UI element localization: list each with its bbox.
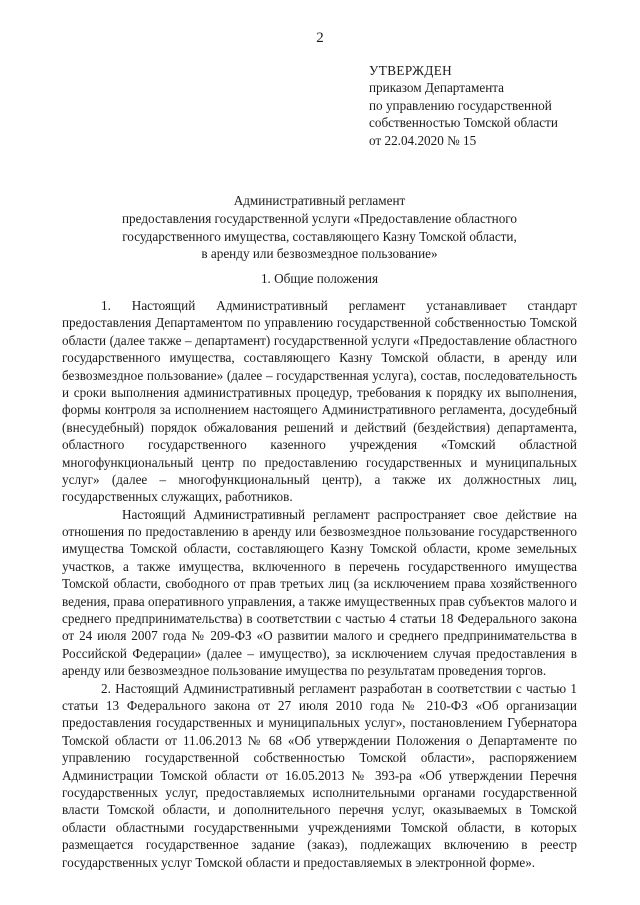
paragraph-line: участков, а также имущества, включенного в перечень государственного имущества [62, 558, 577, 574]
paragraph-line: государственного имущества, составляющего Казну Томской области, в аренду или [62, 350, 577, 366]
title-line: предоставления государственной услуги «Предоставление областного [122, 210, 517, 226]
approval-stamp [369, 62, 558, 149]
approval-line: приказом Департамента [369, 80, 505, 96]
paragraph-line: предоставления государственных и муниципальных услуг», постановлением Губернатора [62, 715, 577, 731]
paragraph-line: 2. Настоящий Административный регламент разработан в соответствии с частью 1 [101, 680, 577, 696]
paragraph-line: власти Томской области, и дополнительного перечня услуг, оказываемых в Томской [62, 802, 577, 818]
document-title [62, 192, 577, 263]
paragraph-line: областного государственного казенного учреждения «Томский областной [62, 437, 577, 453]
paragraph-line: (внесудебный) порядок обжалования решений и действий (бездействия) департамента, [62, 419, 577, 435]
approval-heading: УТВЕРЖДЕН [369, 63, 453, 78]
approval-date: от 22.04.2020 № 15 [369, 132, 477, 148]
title-line: Административный регламент [233, 193, 406, 208]
paragraph-line: многофункциональный центр по предоставлению государственных и муниципальных [62, 454, 577, 470]
paragraph-line: управлению государственной собственностью Томской области», распоряжением [62, 750, 577, 766]
paragraph-line: Российской Федерации» (далее – имущество), за исключением случая предоставления в [62, 645, 577, 661]
title-line: в аренду или безвозмездное пользование» [201, 246, 438, 262]
paragraph-line: размещается государственное задание (заказ), подлежащих включению в реестр [62, 837, 577, 853]
page-number: 2 [316, 30, 324, 46]
paragraph-line: Администрации Томской области от 16.05.2013 № 393-ра «Об утверждении Перечня [62, 767, 577, 783]
paragraph-line: безвозмездное пользование» (далее – государственная услуга), состав, последовательность [62, 367, 577, 383]
paragraph-line: отношения по предоставлению в аренду или безвозмездное пользование государственного [62, 524, 577, 540]
paragraph-line: и сроки выполнения административных процедур, требования к порядку их выполнения, [62, 384, 577, 400]
paragraph-line: государственных услуг, предоставляемых исполнительными органами государственной [62, 784, 577, 800]
document-body [62, 297, 577, 871]
paragraph-line: статьи 13 Федерального закона от 27 июля 2010 года № 210-ФЗ «Об организации [62, 697, 577, 713]
approval-line: собственностью Томской области [369, 115, 558, 131]
paragraph-line: Томской области от 11.06.2013 № 68 «Об утверждении Положения о Департаменте по [62, 732, 577, 748]
paragraph-line: от 24 июля 2007 года № 209-ФЗ «О развитии малого и среднего предпринимательства в [62, 628, 577, 644]
paragraph-line: предоставления Департаментом по управлению государственной собственностью Томской [62, 315, 577, 331]
paragraph-line: государственных служащих, работников. [62, 489, 293, 505]
paragraph-line: государственных услуг Томской области и предоставляемых в электронной форме». [62, 854, 536, 870]
paragraph-line: Томской области, свободного от прав третьих лиц (за исключением права хозяйственного [62, 576, 577, 592]
approval-line: по управлению государственной [369, 97, 552, 113]
paragraph-line: имущества Томской области, составляющего Казну Томской области, кроме земельных [62, 541, 577, 557]
title-line: государственного имущества, составляющего Казну Томской области, [122, 228, 517, 244]
paragraph-line: 1. Настоящий Административный регламент устанавливает стандарт [101, 298, 577, 313]
paragraph-line: ведения, права оперативного управления, а также имущественных прав субъектов малого и [62, 593, 577, 609]
paragraph-line: аренду или безвозмездное пользование имущества по результатам проведения торгов. [62, 663, 547, 679]
paragraph-line: формы контроля за исполнением настоящего Административного регламента, досудебный [62, 402, 577, 418]
section-heading: 1. Общие положения [260, 271, 379, 286]
paragraph-line: услуг» (далее – многофункциональный центр), а также их должностных лиц, [62, 471, 577, 487]
paragraph-line: среднего предпринимательства) в соответствии с частью 4 статьи 18 Федерального закона [62, 611, 577, 627]
paragraph-line: Настоящий Административный регламент распространяет свое действие на [122, 506, 577, 522]
paragraph-line: области (далее также – департамент) государственной услуги «Предоставление областного [62, 332, 577, 348]
paragraph-line: области областными государственными учреждениями Томской области, в которых [62, 819, 577, 835]
